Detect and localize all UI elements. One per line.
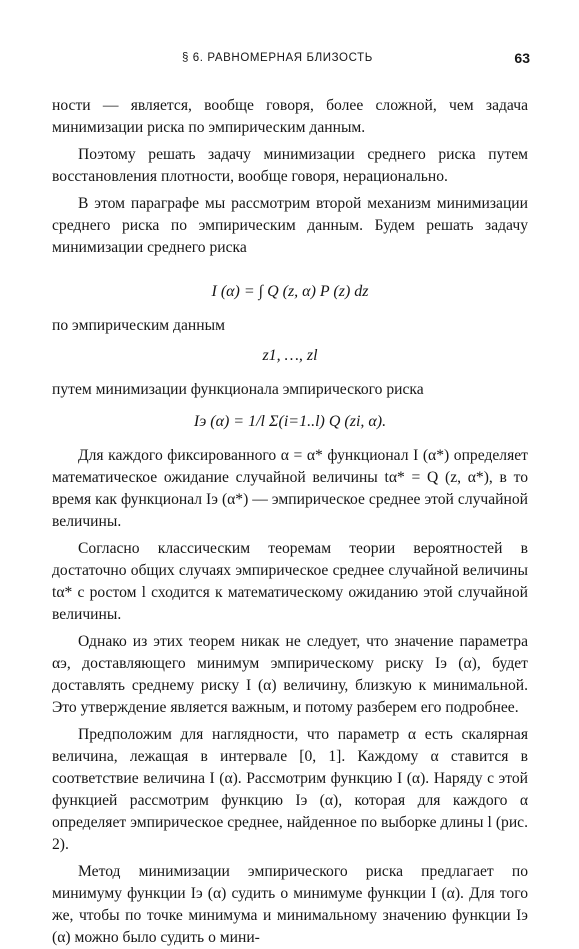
paragraph-5: путем минимизации функционала эмпирического риска xyxy=(52,381,424,398)
paragraph-2: Поэтому решать задачу минимизации среднего риска путем восстановления плотности, вообще говоря, нерационально. xyxy=(52,146,528,185)
paragraph-9: Предположим для наглядности, что параметр α есть скалярная величина, лежащая в интервале [0, 1]. Каждому α ставится в соответствие величина I (α). Рассмотрим функцию I (α). Наряду с этой функцией рассмотрим функцию Iэ (α), которая для каждого α определяет эмпирическое среднее, найденное по выборке длины l (рис. 2). xyxy=(52,726,528,853)
running-head: § 6. РАВНОМЕРНАЯ БЛИЗОСТЬ xyxy=(182,52,373,64)
formula-mean-risk: I (α) = ∫ Q (z, α) P (z) dz xyxy=(211,283,369,300)
paragraph-8: Однако из этих теорем никак не следует, что значение параметра αэ, доставляющего минимум эмпирическому риску Iэ (α), будет доставлять среднему риску I (α) величину, близкую к минимальной. Это утверждение является важным, и потому разберем его подробнее. xyxy=(52,633,528,716)
paragraph-10: Метод минимизации эмпирического риска предлагает по минимуму функции Iэ (α) судить о минимуме функции I (α). Для того же, чтобы по точке минимума и минимальному значению функции Iэ (α) можно было судить о мини- xyxy=(52,863,528,946)
paragraph-7: Согласно классическим теоремам теории вероятностей в достаточно общих случаях эмпирическое среднее случайной величины tα* с ростом l сходится к математическому ожиданию этой случайной величины. xyxy=(52,540,528,623)
paragraph-6: Для каждого фиксированного α = α* функционал I (α*) определяет математическое ожидание случайной величины tα* = Q (z, α*), в то время как функционал Iэ (α*) — эмпирическое среднее этой случайной величины. xyxy=(52,447,528,530)
page-body xyxy=(52,95,528,949)
paragraph-1: ности — является, вообще говоря, более сложной, чем задача минимизации риска по эмпирическим данным. xyxy=(52,97,528,136)
formula-empirical-risk: Iэ (α) = 1/l Σ(i=1..l) Q (zi, α). xyxy=(193,413,387,430)
paragraph-4: по эмпирическим данным xyxy=(52,317,225,334)
page-header xyxy=(52,50,530,70)
formula-sample: z1, …, zl xyxy=(262,347,318,364)
page-number: 63 xyxy=(514,50,530,66)
paragraph-3: В этом параграфе мы рассмотрим второй механизм минимизации среднего риска по эмпирическим данным. Будем решать задачу минимизации среднего риска xyxy=(52,195,528,256)
